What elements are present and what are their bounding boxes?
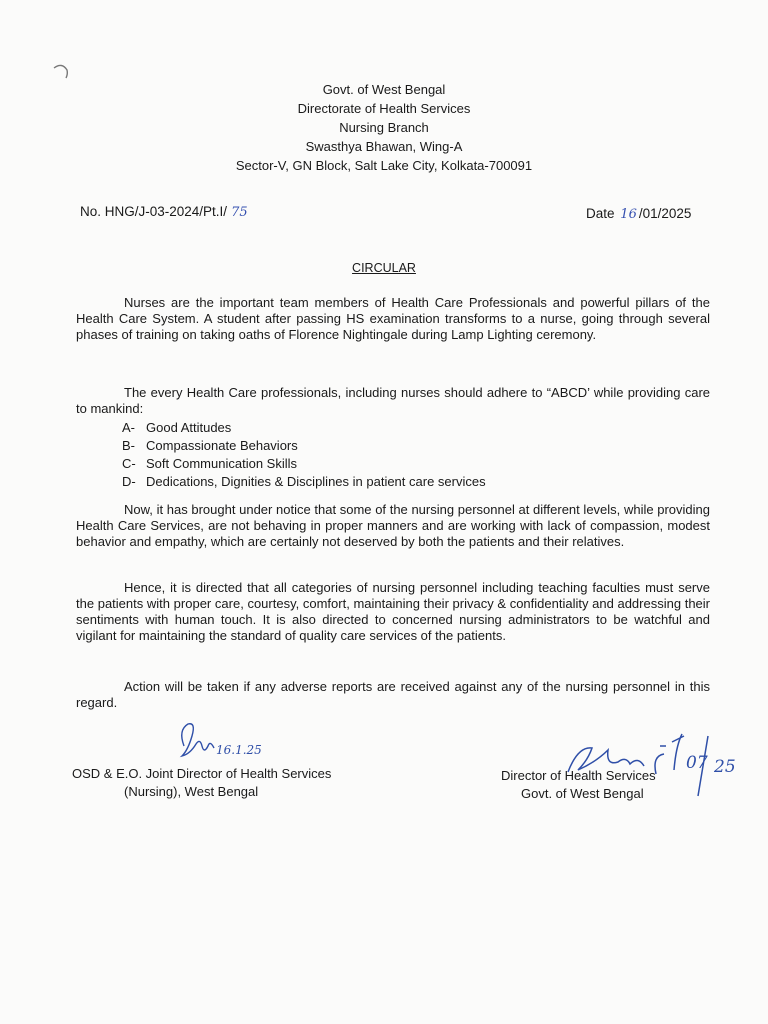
paragraph-text: The every Health Care professionals, including nurses should adhere to “ABCD’ while providing care to mankind: (76, 385, 710, 416)
svg-text:16.1.25: 16.1.25 (216, 743, 262, 757)
letterhead-government: Govt. of West Bengal (322, 82, 446, 97)
date-month-year: /01/2025 (638, 206, 692, 221)
reference-number (80, 204, 248, 220)
paragraph-action (76, 679, 710, 711)
letterhead-building: Swasthya Bhawan, Wing-A (305, 139, 463, 154)
paragraph-text: Action will be taken if any adverse reports are received against any of the nursing personnel in this regard. (76, 679, 710, 710)
paragraph-notice (76, 502, 710, 550)
list-item-letter: C- (122, 456, 136, 471)
letterhead-directorate: Directorate of Health Services (297, 101, 471, 116)
signature-left-handwritten (170, 716, 280, 766)
paragraph-text: Hence, it is directed that all categories of nursing personnel including teaching faculties must serve the patients with proper care, courtesy, comfort, maintaining their privacy & confidentiality and addressing their sentiments with human touch. It is also directed to concerned nursing administrators to be watchful and vigilant for maintaining the standard of quality care services of the patients. (76, 580, 710, 643)
list-item-text: Compassionate Behaviors (146, 438, 298, 453)
list-item-text: Dedications, Dignities & Disciplines in patient care services (146, 474, 486, 489)
circular-date (586, 206, 691, 222)
signatory-left (72, 765, 331, 801)
list-item-text: Good Attitudes (146, 420, 232, 435)
list-item-text: Soft Communication Skills (146, 456, 297, 471)
handwritten-reference-number: 75 (231, 205, 248, 220)
svg-text:25: 25 (714, 757, 736, 777)
list-item-letter: A- (122, 420, 135, 435)
signatory-left-title: OSD & E.O. Joint Director of Health Services (72, 766, 332, 781)
paragraph-introduction (76, 295, 710, 343)
punch-mark-icon (50, 60, 72, 82)
list-item (122, 437, 486, 455)
list-item (122, 419, 486, 437)
signatory-right-title: Director of Health Services (501, 768, 656, 783)
handwritten-date-day: 16 (620, 207, 637, 222)
letterhead-address: Sector-V, GN Block, Salt Lake City, Kolkata-700091 (235, 158, 533, 173)
svg-text:07: 07 (686, 753, 708, 773)
signatory-left-department: (Nursing), West Bengal (124, 784, 259, 799)
letterhead (0, 80, 768, 175)
date-label: Date (586, 206, 615, 221)
signatory-right-department: Govt. of West Bengal (521, 786, 644, 801)
reference-number-text: No. HNG/J-03-2024/Pt.I/ (80, 204, 228, 219)
list-item-letter: D- (122, 474, 136, 489)
letterhead-branch: Nursing Branch (339, 120, 429, 135)
signatory-right (501, 767, 656, 803)
abcd-list (122, 419, 486, 491)
list-item (122, 455, 486, 473)
list-item (122, 473, 486, 491)
paragraph-text: Nurses are the important team members of Health Care Professionals and powerful pillars of the Health Care System. A student after passing HS examination transforms to a nurse, going through several phases of training on taking oaths of Florence Nightingale during Lamp Lighting ceremony. (76, 295, 710, 342)
list-item-letter: B- (122, 438, 135, 453)
paragraph-directive (76, 580, 710, 644)
document-title: CIRCULAR (352, 261, 416, 275)
paragraph-text: Now, it has brought under notice that some of the nursing personnel at different levels, while providing Health Care Services, are not behaving in proper manners and are working with lack of compassion, modest behavior and empathy, which are certainly not deserved by both the patients and their relatives. (76, 502, 710, 549)
paragraph-abcd-intro (76, 385, 710, 417)
